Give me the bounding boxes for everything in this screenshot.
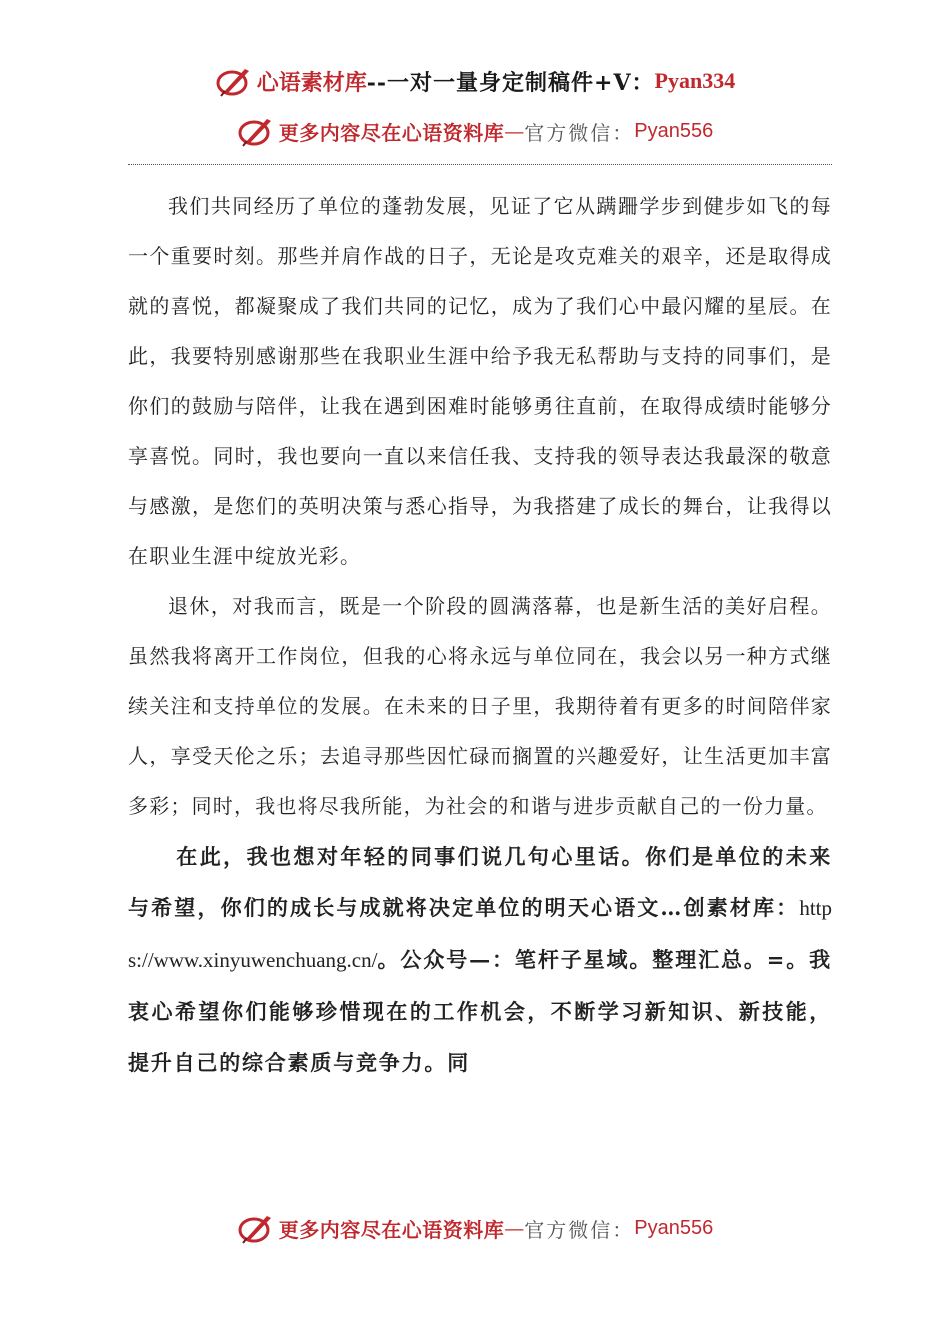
watermark-text: 更多内容尽在心语资料库 [278,1217,505,1242]
quill-logo-icon [237,1210,277,1246]
top-watermark [0,113,950,149]
watermark-wechat-id: Pyan556 [634,119,714,142]
paragraph-3-start: 在此，我也想对年轻的同事们说几句心里话。你们是单位的未来与希望，你们的成长与成就将决定单位的明天心语文…创素材库： [128,844,832,920]
top-header [0,62,950,100]
header-brand: 心语素材库 [256,69,367,96]
watermark-text: 更多内容尽在心语资料库 [278,120,505,145]
paragraph-1: 我们共同经历了单位的蓬勃发展，见证了它从蹒跚学步到健步如飞的每一个重要时刻。那些并肩作战的日子，无论是攻克难关的艰辛，还是取得成就的喜悦，都凝聚成了我们共同的记忆，成为了我们心中最闪耀的星辰。在此，我要特别感谢那些在我职业生涯中给予我无私帮助与支持的同事们，是你们的鼓励与陪伴，让我在遇到困难时能够勇往直前，在取得成绩时能够分享喜悦。同时，我也要向一直以来信任我、支持我的领导表达我最深的敬意与感激，是您们的英明决策与悉心指导，为我搭建了成长的舞台，让我得以在职业生涯中绽放光彩。 [128,194,832,568]
watermark-dash: — [504,1216,525,1240]
paragraph-2: 退休，对我而言，既是一个阶段的圆满落幕，也是新生活的美好启程。虽然我将离开工作岗位，但我的心将永远与单位同在，我会以另一种方式继续关注和支持单位的发展。在未来的日子里，我期待着有更多的时间陪伴家人，享受天伦之乐；去追寻那些因忙碌而搁置的兴趣爱好，让生活更加丰富多彩；同时，我也将尽我所能，为社会的和谐与进步贡献自己的一份力量。 [128,594,832,818]
document-body [128,181,832,1088]
header-contact: Pyan334 [654,68,736,93]
quill-logo-icon [237,113,277,149]
watermark-label: 官方微信： [524,120,635,145]
watermark-wechat-id: Pyan556 [634,1216,714,1239]
paragraph-3 [128,831,832,1088]
header-divider [128,164,832,165]
bottom-watermark [0,1210,950,1246]
watermark-dash: — [504,119,525,143]
header-slogan: --一对一量身定制稿件+V： [366,69,655,96]
watermark-label: 官方微信： [524,1217,635,1242]
quill-logo-icon [215,63,255,99]
paragraph-3-end: 。公众号—：笔杆子星域。整理汇总。=。我衷心希望你们能够珍惜现在的工作机会，不断学习新知识、新技能，提升自己的综合素质与竞争力。同 [128,947,832,1075]
source-url: https://www.xinyuwenchuang.cn/ [128,896,832,972]
